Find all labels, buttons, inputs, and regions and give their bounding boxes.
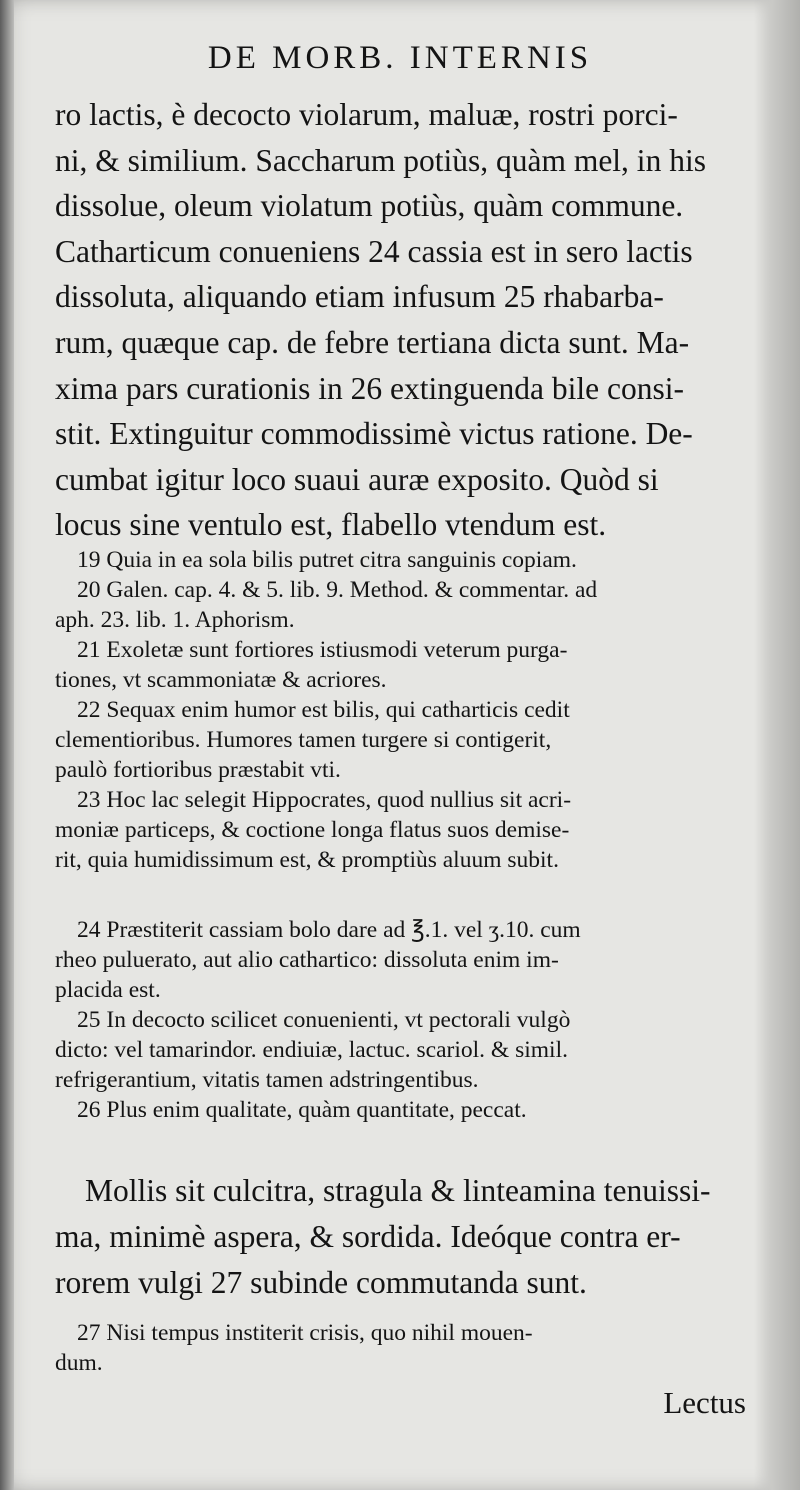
footnote-25-cont: dicto: vel tamarindor. endiuiæ, lactuc. scariol. & simil.: [55, 1037, 568, 1063]
text-line: Mollis sit culcitra, stragula & linteamina tenuissi-: [85, 1173, 711, 1208]
footnote-21-cont: tiones, vt scammoniatæ & acriores.: [55, 667, 387, 693]
footnotes-block-2: [55, 915, 745, 1125]
footnote-20-cont: aph. 23. lib. 1. Aphorism.: [55, 607, 295, 633]
footnote-23-cont: rit, quia humidissimum est, & promptiùs aluum subit.: [55, 847, 559, 873]
footnotes-block-1: [55, 535, 745, 875]
footnotes-block-3: [55, 1318, 745, 1378]
page-edge-right: [754, 0, 800, 1490]
footnote-24-cont: placida est.: [55, 977, 161, 1003]
footnote-24: 24 Præstiterit cassiam bolo dare ad ℥.1. vel ʒ.10. cum: [77, 917, 581, 943]
text-line: Catharticum conueniens 24 cassia est in sero lactis: [55, 233, 693, 269]
text-line: xima pars curationis in 26 extinguenda bile consi-: [55, 370, 684, 406]
text-line: cumbat igitur loco suaui auræ exposito. Quòd si: [55, 461, 659, 497]
text-line: stit. Extinguitur commodissimè victus ratione. De-: [55, 416, 693, 452]
text-line: ni, & similium. Saccharum potiùs, quàm mel, in his: [55, 142, 706, 178]
footnote-22: 22 Sequax enim humor est bilis, qui catharticis cedit: [77, 697, 570, 723]
footnote-23: 23 Hoc lac selegit Hippocrates, quod nullius sit acri-: [77, 787, 572, 813]
footnote-20: 20 Galen. cap. 4. & 5. lib. 9. Method. & commentar. ad: [77, 577, 598, 603]
footnote-26: 26 Plus enim qualitate, quàm quantitate, peccat.: [77, 1097, 527, 1123]
footnote-27: 27 Nisi tempus institerit crisis, quo nihil mouen-: [77, 1320, 533, 1346]
catchword: Lectus: [663, 1385, 746, 1420]
footnote-22-cont: paulò fortioribus præstabit vti.: [55, 757, 341, 783]
text-line: rum, quæque cap. de febre tertiana dicta sunt. Ma-: [55, 324, 690, 360]
text-line: rorem vulgi 27 subinde commutanda sunt.: [55, 1265, 587, 1300]
text-line: dissolue, oleum violatum potiùs, quàm commune.: [55, 188, 684, 224]
text-line: ro lactis, è decocto violarum, maluæ, rostri porci-: [55, 97, 678, 132]
footnote-19: 19 Quia in ea sola bilis putret citra sanguinis copiam.: [77, 547, 577, 573]
main-text: [55, 92, 745, 548]
footnote-27-cont: dum.: [55, 1350, 103, 1376]
footnote-24-cont: rheo puluerato, aut alio cathartico: dissoluta enim im-: [55, 947, 559, 973]
footnote-23-cont: moniæ particeps, & coctione longa flatus suos demise-: [55, 817, 570, 843]
page-gutter-left: [0, 0, 14, 1490]
running-head: DE MORB. INTERNIS: [207, 40, 593, 76]
text-line: dissoluta, aliquando etiam infusum 25 rhabarba-: [55, 279, 664, 315]
footnote-22-cont: clementioribus. Humores tamen turgere si contigerit,: [55, 727, 552, 753]
main-text-2: [55, 1168, 745, 1306]
footnote-25: 25 In decocto scilicet conuenienti, vt pectorali vulgò: [77, 1007, 571, 1033]
text-line: locus sine ventulo est, flabello vtendum est.: [55, 507, 607, 543]
footnote-25-cont: refrigerantium, vitatis tamen adstringentibus.: [55, 1067, 479, 1093]
text-line: ma, minimè aspera, & sordida. Ideóque contra er-: [55, 1219, 681, 1254]
footnote-21: 21 Exoletæ sunt fortiores istiusmodi veterum purga-: [77, 637, 568, 663]
